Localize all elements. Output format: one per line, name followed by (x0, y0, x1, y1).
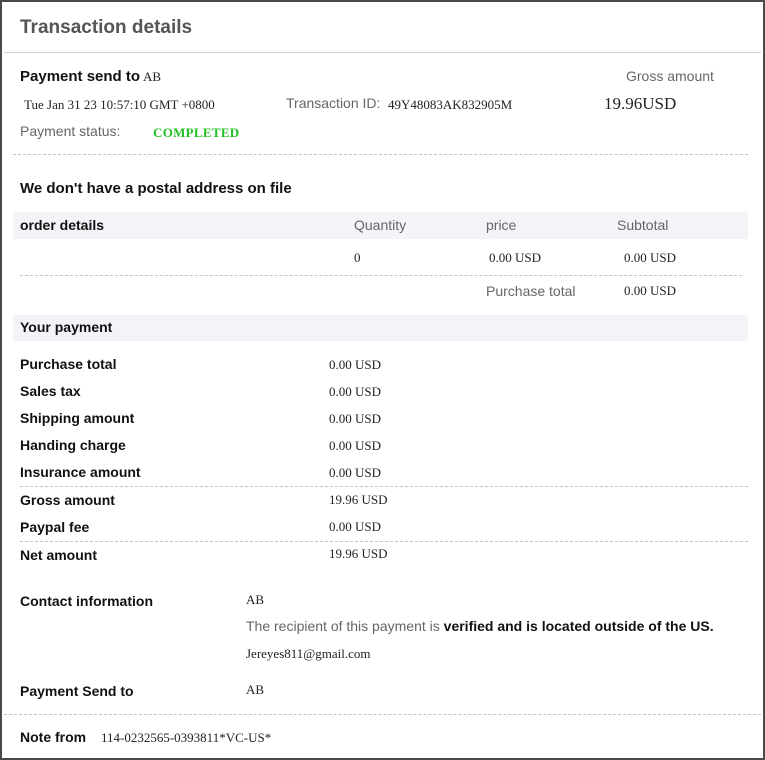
contact-name: AB (246, 592, 265, 607)
summary-divider (13, 154, 748, 155)
note-divider (4, 714, 761, 715)
payment-row-value: 0.00 USD (329, 438, 382, 453)
payment-divider (20, 541, 748, 542)
quantity-column-header: Quantity (354, 217, 407, 233)
gross-amount-header-label: Gross amount (626, 68, 714, 84)
order-row-quantity: 0 (354, 250, 361, 265)
gross-amount-header-value: 19.96USD (604, 94, 677, 113)
payment-row-label: Purchase total (20, 356, 117, 372)
note-from-label: Note from (20, 729, 87, 745)
order-row-price: 0.00 USD (489, 250, 542, 265)
payment-row-label: Sales tax (20, 383, 81, 399)
subtotal-column-header: Subtotal (617, 217, 669, 233)
purchase-total-label: Purchase total (486, 283, 576, 299)
your-payment-heading: Your payment (20, 319, 113, 335)
recipient-verification-text (246, 618, 714, 634)
payment-row-value: 19.96 USD (329, 546, 388, 561)
payment-status-label: Payment status: (20, 123, 121, 139)
transaction-id-label: Transaction ID: (286, 95, 381, 111)
payment-row-value: 0.00 USD (329, 519, 382, 534)
status-badge: COMPLETED (153, 125, 240, 140)
payment-row-value: 0.00 USD (329, 384, 382, 399)
contact-email[interactable]: Jereyes811@gmail.com (246, 646, 371, 661)
payment-row-value: 19.96 USD (329, 492, 388, 507)
note-from-value: 114-0232565-0393811*VC-US* (101, 730, 272, 745)
postal-address-notice: We don't have a postal address on file (20, 180, 292, 197)
order-row-subtotal: 0.00 USD (624, 250, 677, 265)
purchase-total-value: 0.00 USD (624, 283, 677, 298)
payment-row-label: Net amount (20, 547, 97, 563)
payment-row-label: Handing charge (20, 437, 126, 453)
transaction-datetime: Tue Jan 31 23 10:57:10 GMT +0800 (24, 97, 215, 112)
order-row-divider (20, 275, 742, 276)
payment-row-value: 0.00 USD (329, 465, 382, 480)
contact-information-label: Contact information (20, 593, 153, 609)
payment-send-to-value: AB (143, 69, 162, 84)
verification-prefix: The recipient of this payment is (246, 618, 444, 634)
payment-row-value: 0.00 USD (329, 357, 382, 372)
payment-row-label: Paypal fee (20, 519, 90, 535)
payment-row-label: Gross amount (20, 492, 115, 508)
payment-send-to-label: Payment send to (20, 68, 141, 85)
payment-row-value: 0.00 USD (329, 411, 382, 426)
order-details-heading: order details (20, 217, 105, 233)
page-title: Transaction details (20, 17, 193, 38)
transaction-id-value[interactable]: 49Y48083AK832905M (388, 97, 513, 112)
your-payment-header (13, 315, 748, 341)
payment-send-to-footer-value: AB (246, 682, 265, 697)
price-column-header: price (486, 217, 517, 233)
payment-send-to-footer-label: Payment Send to (20, 683, 134, 699)
payment-divider (20, 486, 748, 487)
payment-row-label: Insurance amount (20, 464, 141, 480)
payment-row-label: Shipping amount (20, 410, 135, 426)
verification-status: verified and is located outside of the US. (443, 618, 714, 634)
title-divider (4, 52, 761, 53)
